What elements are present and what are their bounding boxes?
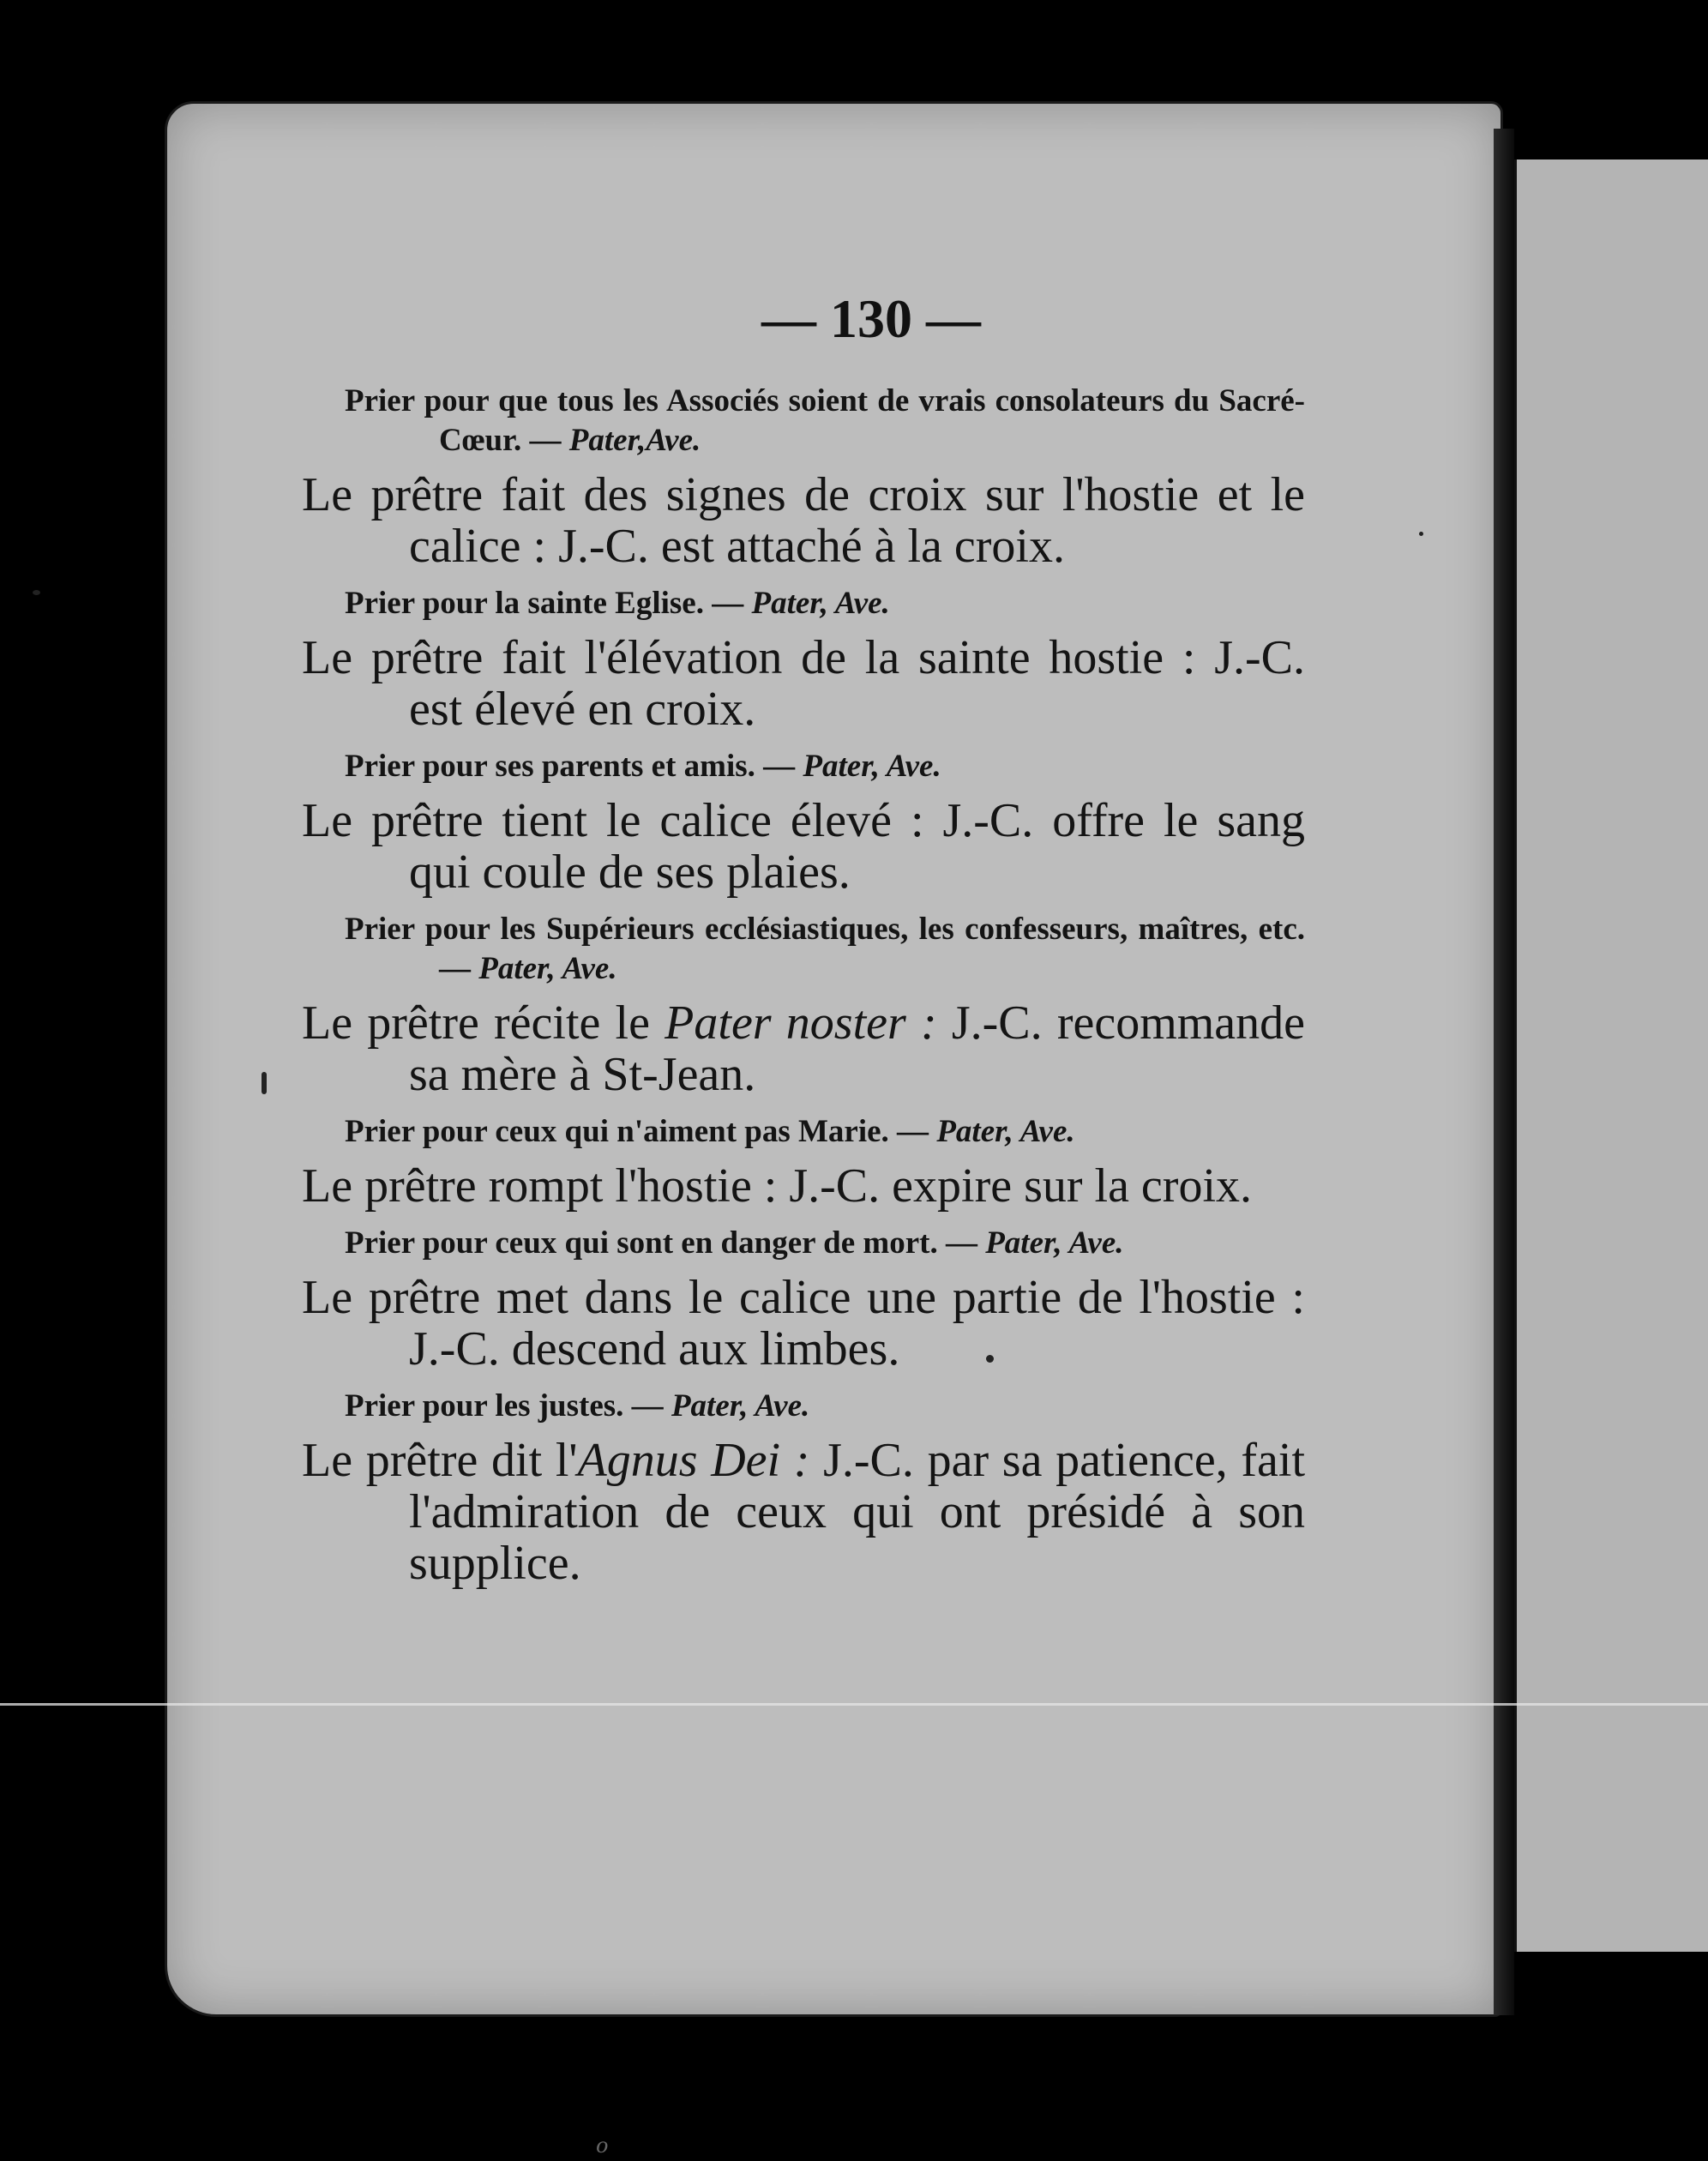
- latin-prayer-name: Pater noster :: [665, 996, 937, 1050]
- mass-action: [302, 795, 1305, 898]
- prayer-ref: Pater, Ave.: [478, 951, 617, 986]
- scan-artifact-line: [0, 1703, 1708, 1706]
- page-text: [302, 382, 1305, 1601]
- scan-speck: [1419, 532, 1423, 536]
- mass-action: [302, 1160, 1305, 1212]
- prayer-instruction: [345, 910, 1305, 989]
- prayer-text: Prier pour que tous les Associés soient de vrais consolateurs du Sacré-Cœur. —: [345, 383, 1305, 458]
- scan-speck: [33, 590, 40, 595]
- action-text: Le prêtre rompt l'hostie : J.-C. expire sur la croix.: [302, 1159, 1252, 1213]
- prayer-instruction: [345, 1112, 1305, 1152]
- action-text: Le prêtre met dans le calice une partie de l'hostie : J.-C. descend aux limbes.: [302, 1271, 1305, 1375]
- book-page-right: [1514, 160, 1708, 1952]
- action-text-cont: J.-C. recommande sa mère à St-Jean.: [409, 996, 1306, 1101]
- action-text: Le prêtre fait l'élévation de la sainte hostie : J.-C. est élevé en croix.: [302, 631, 1305, 736]
- prayer-ref: Pater, Ave.: [803, 749, 941, 784]
- scan-speck: [262, 1072, 267, 1094]
- action-text: Le prêtre récite le: [302, 996, 665, 1050]
- entry: [302, 910, 1305, 1100]
- mass-action: [302, 997, 1305, 1100]
- entry: [302, 747, 1305, 898]
- action-text-cont: J.-C. par sa patience, fait l'admiration de ceux qui ont présidé à son supplice.: [409, 1434, 1305, 1590]
- prayer-instruction: [345, 584, 1305, 623]
- prayer-text: Prier pour ceux qui sont en danger de mort. —: [345, 1225, 986, 1261]
- prayer-ref: Pater, Ave.: [985, 1225, 1124, 1261]
- prayer-text: Prier pour la sainte Eglise. —: [345, 586, 752, 621]
- mass-action: [302, 1272, 1305, 1375]
- prayer-instruction: [345, 1224, 1305, 1263]
- footer-mark: o: [596, 2134, 609, 2158]
- page-number: — 130 —: [761, 288, 981, 349]
- entry: [302, 1224, 1305, 1375]
- prayer-instruction: [345, 1387, 1305, 1426]
- prayer-text: Prier pour ceux qui n'aiment pas Marie. —: [345, 1114, 937, 1149]
- mass-action: [302, 1435, 1305, 1589]
- prayer-text: Prier pour ses parents et amis. —: [345, 749, 803, 784]
- prayer-text: Prier pour les justes. —: [345, 1388, 671, 1424]
- prayer-ref: Pater, Ave.: [936, 1114, 1075, 1149]
- mass-action: [302, 632, 1305, 735]
- entry: [302, 1387, 1305, 1589]
- entry: [302, 382, 1305, 572]
- prayer-ref: Pater, Ave.: [751, 586, 890, 621]
- prayer-instruction: [345, 382, 1305, 460]
- book-gutter: [1494, 129, 1514, 2015]
- prayer-instruction: [345, 747, 1305, 786]
- action-text: Le prêtre fait des signes de croix sur l'hostie et le calice : J.-C. est attaché à la croix.: [302, 468, 1305, 573]
- entry: [302, 1112, 1305, 1212]
- mass-action: [302, 469, 1305, 572]
- action-text: Le prêtre tient le calice élevé : J.-C. offre le sang qui coule de ses plaies.: [302, 794, 1305, 899]
- latin-prayer-name: Agnus Dei :: [577, 1434, 810, 1487]
- prayer-ref: Pater,Ave.: [568, 423, 701, 458]
- entry: [302, 584, 1305, 735]
- scan-speck: [986, 1355, 994, 1363]
- prayer-text: Prier pour les Supérieurs ecclésiastiques, les confesseurs, maîtres, etc. —: [345, 912, 1305, 986]
- prayer-ref: Pater, Ave.: [671, 1388, 810, 1424]
- action-text: Le prêtre dit l': [302, 1434, 578, 1487]
